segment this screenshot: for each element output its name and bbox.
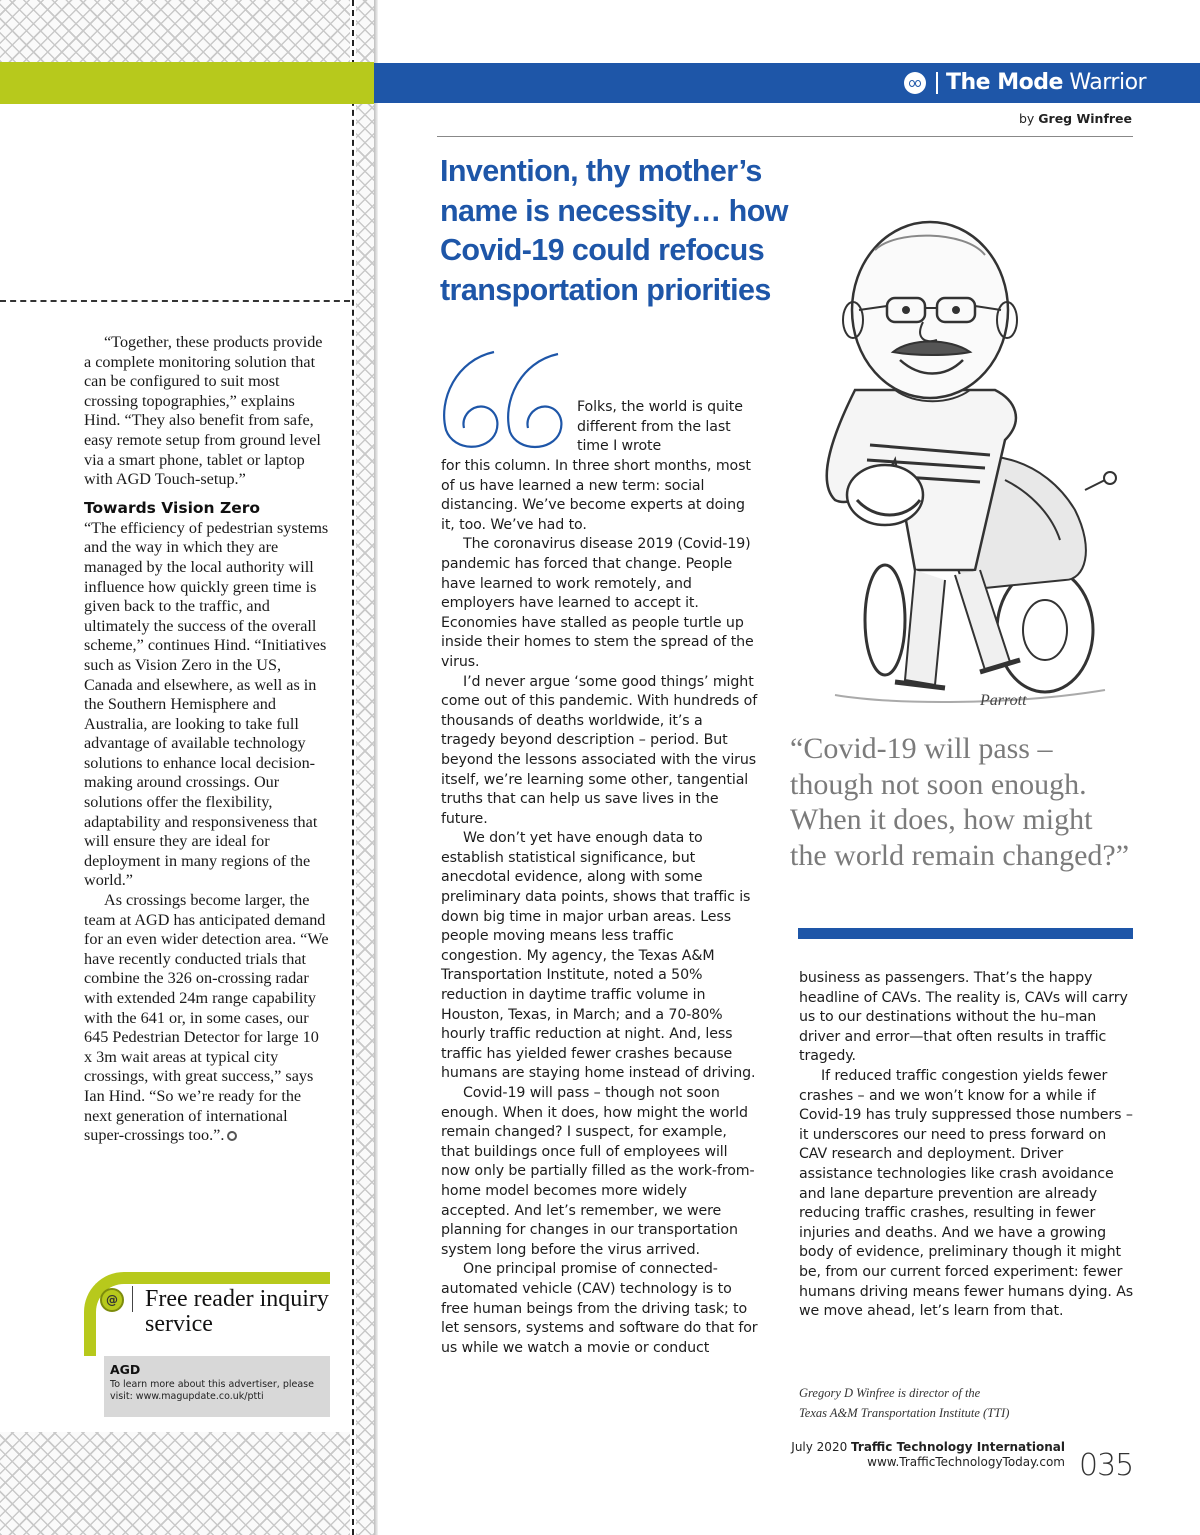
byline-prefix: by bbox=[1018, 111, 1039, 126]
issue-date: July 2020 bbox=[791, 1440, 852, 1454]
left-paragraph: “Together, these products provide a complete monitoring solution that can be configured to suit most crossing topographies,” explains Hind. “They also benefit from safe, easy remote setup from ground level via a smart phone, tablet or laptop with AGD Touch-setup.” bbox=[84, 333, 323, 489]
left-eye bbox=[903, 307, 909, 313]
body-paragraph: business as passengers. That’s the happy headline of CAVs. The reality is, CAVs will carry us to our destinations without the hu–man driver and error—that often results in traffic tragedy. bbox=[799, 970, 1128, 1065]
byline bbox=[1019, 111, 1132, 126]
body-paragraph: for this column. In three short months, most of us have learned a new term: social distancing. We’ve become experts at doing it, too. We’ve had to. bbox=[441, 458, 751, 533]
ground-shadow bbox=[835, 690, 1105, 702]
header-divider bbox=[936, 72, 938, 94]
rear-wheel bbox=[997, 568, 1093, 692]
body-paragraph: We don’t yet have enough data to establish statistical significance, but anecdotal evidence, along with some preliminary data points, shows that traffic is down big time in major urban areas. Less people moving means less traffic congestion. My agency, the Texas A&M Transportation Institute, noted a 50% reduction in daytime traffic volume in Houston, Texas, in March; and a 70-80% hourly traffic reduction at night. And, less traffic has yielded fewer crashes because humans are staying home instead of driving. bbox=[441, 830, 756, 1082]
byline-author: Greg Winfree bbox=[1038, 111, 1132, 126]
body-paragraph: One principal promise of connected-automated vehicle (CAV) technology is to free human beings from the driving task; to let sensors, systems and software do that for us while we watch a movie or conduct bbox=[441, 1261, 758, 1356]
author-bio bbox=[799, 1384, 1099, 1423]
byline-rule bbox=[437, 136, 1133, 137]
advertiser-name: AGD bbox=[110, 1362, 141, 1377]
advertiser-link-text[interactable]: To learn more about this advertiser, please visit: www.magupdate.co.uk/ptti bbox=[110, 1379, 314, 1402]
body-paragraph: The coronavirus disease 2019 (Covid-19) pandemic has forced that change. People have learned to work remotely, and employers have learned to accept it. Economies have stalled as people turtle up inside their homes to stem the spread of the virus. bbox=[441, 536, 754, 670]
article-headline: Invention, thy mother’s name is necessity… how Covid-19 could refocus transportation priorities bbox=[440, 154, 788, 307]
inquiry-divider bbox=[132, 1286, 133, 1312]
page-number: 035 bbox=[1079, 1448, 1134, 1483]
eyes-icon bbox=[904, 72, 926, 94]
section-title-bold: The Mode bbox=[946, 70, 1063, 95]
section-title-light: Warrior bbox=[1062, 70, 1147, 95]
left-paragraph-final-text: As crossings become larger, the team at AGD has anticipated demand for an even wider detection area. “We have recently conducted trials that combine the 326 on-crossing radar with extended 24m range capability with the 641 or, in some cases, our 645 Pedestrian Detector for large 10 x 3m wait areas at typical city crossings, with great success,” says Ian Hind. “So we’re ready for the next generation of international super-crossings too.”. bbox=[84, 891, 329, 1145]
mirror bbox=[1085, 480, 1105, 490]
at-sign-icon: @ bbox=[100, 1288, 124, 1312]
left-paragraph-final bbox=[84, 891, 330, 1146]
hatch-pattern-top bbox=[0, 0, 350, 62]
inquiry-panel bbox=[104, 1356, 330, 1417]
rear-hub bbox=[1023, 600, 1067, 660]
left-leg bbox=[905, 570, 945, 685]
body-paragraph: If reduced traffic congestion yields fewer crashes – and we won’t know for a while if Covid-19 has truly suppressed those numbers – it underscores our need to press forward on CAV research and deployment. Driver assistance technologies like crash avoidance and lane departure prevention are already reducing traffic crashes, resulting in fewer injuries and deaths. And we have a growing body of evidence, preliminary though it might be, from our current forced experiment: fewer humans driving means fewer humans dying. As we move ahead, let’s learn from that. bbox=[799, 1067, 1134, 1320]
artist-signature: Parrott bbox=[980, 692, 1027, 709]
caricature-illustration bbox=[775, 210, 1135, 720]
cut-line-horizontal bbox=[0, 300, 350, 302]
green-accent-bar bbox=[0, 62, 374, 104]
pull-quote-bar bbox=[798, 928, 1133, 939]
open-quote-icon bbox=[436, 340, 576, 460]
page-footer bbox=[791, 1440, 1065, 1470]
author-bio-line: Gregory D Winfree is director of the bbox=[799, 1386, 981, 1400]
magazine-name: Traffic Technology International bbox=[851, 1440, 1065, 1454]
section-title bbox=[946, 68, 1146, 98]
opening-lines: Folks, the world is quite different from the last time I wrote bbox=[577, 399, 743, 455]
author-bio-line: Texas A&M Transportation Institute (TTI) bbox=[799, 1405, 1010, 1420]
left-paragraph: “The efficiency of pedestrian systems and the way in which they are managed by the local authority will influence how quickly green time is given back to the traffic, and ultimately the success of the overall scheme,” continues Hind. “Initiatives such as Vision Zero in the US, Canada and elsewhere, as well as in the Southern Hemisphere and Australia, are looking to take full advantage of available technology solutions to enhance local decision-making around crossings. Our solutions offer the flexibility, adaptability and responsiveness that will ensure they are ideal for deployment in many regions of the world.” bbox=[84, 518, 329, 890]
inquiry-title: Free reader inquiry service bbox=[145, 1286, 329, 1337]
website-url[interactable]: www.TrafficTechnologyToday.com bbox=[867, 1455, 1065, 1469]
reader-inquiry-box bbox=[84, 1272, 330, 1418]
left-article bbox=[84, 333, 330, 1146]
end-mark-icon bbox=[227, 1131, 237, 1141]
gutter-shadow bbox=[374, 0, 378, 1535]
body-paragraph: I’d never argue ‘some good things’ might come out of this pandemic. With hundreds of thousands of deaths worldwide, it’s a tragedy beyond description – period. But beyond the lessons associated with the virus itself, we’re learning some other, tangential truths that can help us save lives in the future. bbox=[441, 673, 758, 827]
left-subheading: Towards Vision Zero bbox=[84, 498, 261, 517]
hatch-pattern-gutter bbox=[356, 0, 374, 1535]
cut-line-vertical bbox=[352, 0, 354, 1535]
front-wheel bbox=[865, 565, 905, 675]
article-column-1 bbox=[441, 457, 759, 1358]
body-paragraph: Covid-19 will pass – though not soon enough. When it does, how might the world remain changed? I suspect, for example, that buildings once full of employees will now only be partially filled as the work-from-home model becomes more widely accepted. And let’s remember, we were planning for changes in our transportation system long before the virus arrived. bbox=[441, 1085, 755, 1258]
mirror-glass bbox=[1104, 472, 1116, 484]
pull-quote: “Covid-19 will pass – though not soon enough. When it does, how might the world remain changed?” bbox=[790, 732, 1130, 872]
hatch-pattern-bottom bbox=[0, 1432, 350, 1535]
right-eye bbox=[953, 307, 959, 313]
article-column-2 bbox=[799, 969, 1137, 1322]
